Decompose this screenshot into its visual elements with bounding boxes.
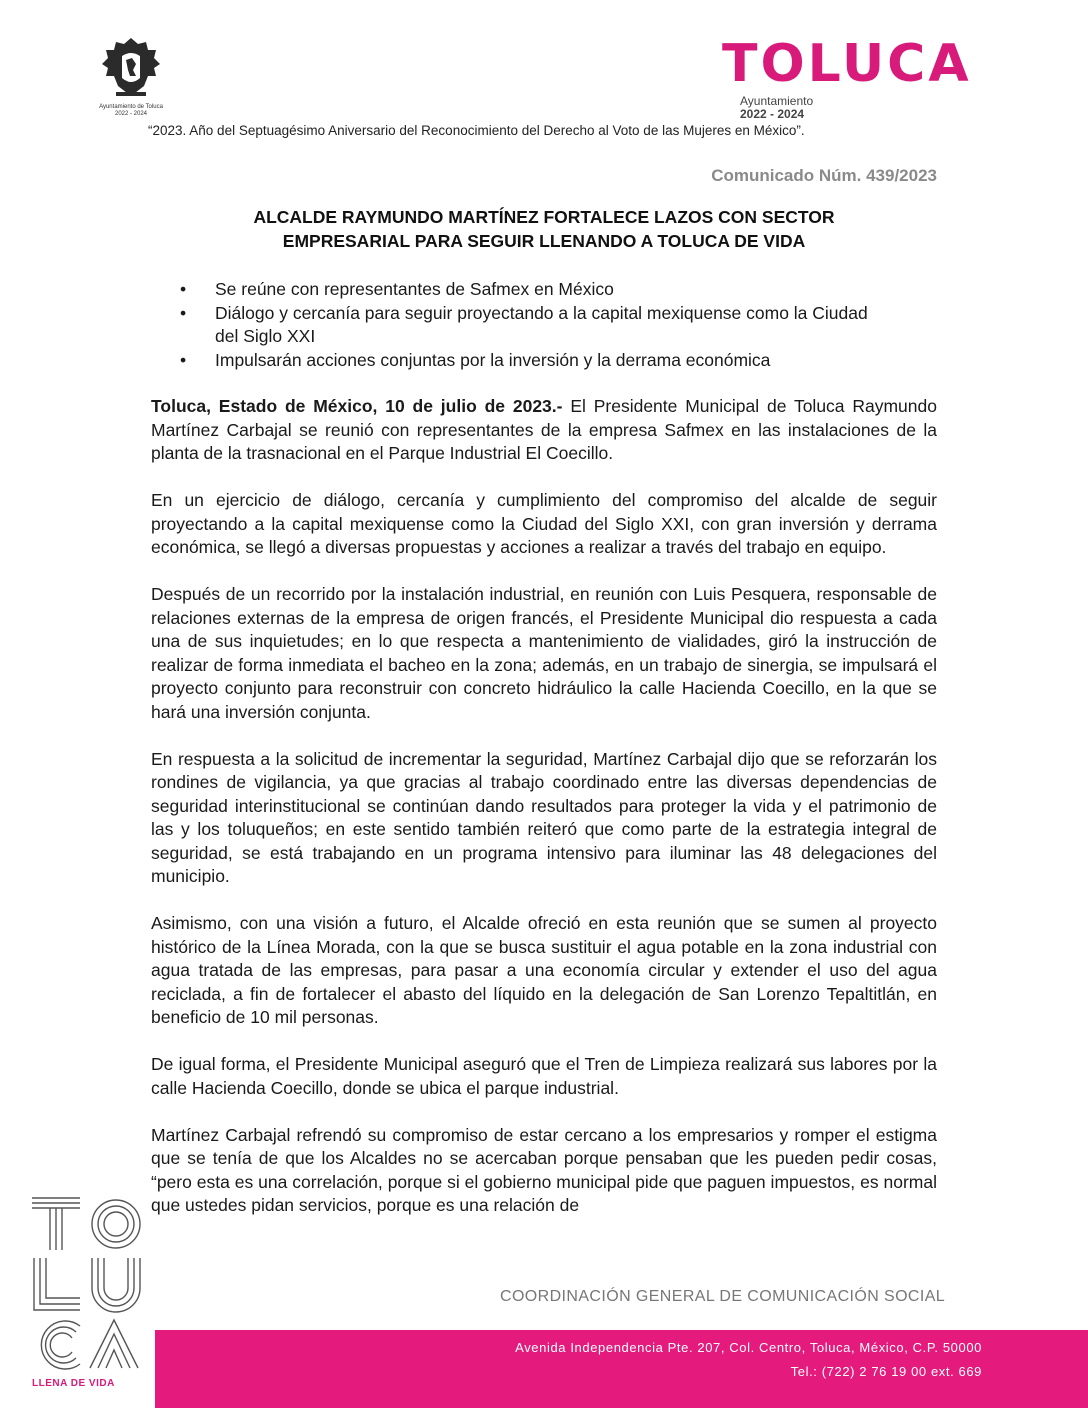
toluca-brand-logo: [722, 36, 984, 122]
side-logo-tagline: LLENA DE VIDA: [32, 1378, 115, 1389]
toluca-side-logo: [28, 1192, 146, 1392]
seal-years: 2022 - 2024: [114, 111, 148, 117]
press-release-number: Comunicado Núm. 439/2023: [711, 166, 937, 185]
brand-years: 2022 - 2024: [740, 107, 805, 121]
brand-subtitle: Ayuntamiento: [740, 94, 814, 108]
footer-address: Avenida Independencia Pte. 207, Col. Centro, Toluca, México, C.P. 50000: [515, 1340, 982, 1355]
toluca-outline-letters-icon: [28, 1192, 146, 1392]
paragraph-2: En un ejercicio de diálogo, cercanía y cumplimiento del compromiso del alcalde de seguir proyectando a la capital mexiquense como la Ciudad del Siglo XXI, con gran inversión y derrama económica, se llegó a diversas propuestas y acciones a realizar a través del trabajo en equipo.: [151, 490, 937, 557]
headline-line-1: ALCALDE RAYMUNDO MARTÍNEZ FORTALECE LAZOS CON SECTOR: [253, 207, 835, 227]
paragraph-6: De igual forma, el Presidente Municipal aseguró que el Tren de Limpieza realizará sus labores por la calle Hacienda Coecillo, donde se ubica el parque industrial.: [151, 1054, 937, 1098]
summary-bullets: [180, 278, 900, 372]
brand-wordmark: TOLUCA: [722, 34, 972, 94]
paragraph-4: En respuesta a la solicitud de incrementar la seguridad, Martínez Carbajal dijo que se reforzarán los rondines de vigilancia, ya que gracias al trabajo coordinado entre las diversas dependencias de seguridad interinstitucional se continúan dando resultados para proteger la vida y el patrimonio de las y los toluqueños; en este sentido también reiteró que como parte de la estrategia integral de seguridad, se está trabajando en un programa intensivo para iluminar las 48 delegaciones del municipio.: [151, 748, 937, 886]
bullet-item: • Se reúne con representantes de Safmex en México: [180, 278, 900, 302]
paragraph-1-text: El Presidente Municipal de Toluca Raymundo Martínez Carbajal se reunió con representantes de la empresa Safmex en las instalaciones de la planta de la trasnacional en el Parque Industrial El Coecillo.: [151, 396, 937, 463]
coordination-label: COORDINACIÓN GENERAL DE COMUNICACIÓN SOCIAL: [500, 1288, 946, 1305]
footer-phone: Tel.: (722) 2 76 19 00 ext. 669: [790, 1364, 982, 1379]
year-motto: “2023. Año del Septuagésimo Aniversario del Reconocimiento del Derecho al Voto de las Mujeres en México”.: [148, 123, 805, 138]
municipal-seal-logo: [86, 36, 176, 120]
paragraph-1: [151, 395, 937, 466]
article-body: [151, 395, 937, 1241]
bullet-item: • Impulsarán acciones conjuntas por la inversión y la derrama económica: [180, 349, 900, 373]
coat-of-arms-icon: [86, 36, 176, 102]
seal-caption: Ayuntamiento de Toluca: [99, 104, 163, 110]
headline-line-2: EMPRESARIAL PARA SEGUIR LLENANDO A TOLUCA DE VIDA: [282, 231, 806, 251]
headline: [150, 205, 938, 253]
paragraph-5: Asimismo, con una visión a futuro, el Alcalde ofreció en esta reunión que se sumen al proyecto histórico de la Línea Morada, con la que se busca sustituir el agua potable en la zona industrial con agua tratada de las empresas, para pasar a una economía circular y extender el uso del agua reciclada, a fin de fortalecer el abasto del líquido en la delegación de San Lorenzo Tepaltitlán, en beneficio de 10 mil personas.: [151, 913, 937, 1027]
paragraph-3: Después de un recorrido por la instalación industrial, en reunión con Luis Pesquera, responsable de relaciones externas de la empresa de origen francés, el Presidente Municipal dio respuesta a cada una de sus inquietudes; en lo que respecta a mantenimiento de vialidades, giró la instrucción de realizar de forma inmediata el bacheo en la zona; además, en un trabajo de sinergia, se impulsará el proyecto conjunto para reconstruir con concreto hidráulico la calle Hacienda Coecillo, en la que se hará una inversión conjunta.: [151, 584, 937, 722]
bullet-item: [180, 302, 900, 349]
dateline: Toluca, Estado de México, 10 de julio de 2023.-: [151, 396, 563, 416]
paragraph-7: Martínez Carbajal refrendó su compromiso de estar cercano a los empresarios y romper el estigma que se tenía de que los Alcaldes no se acercaban porque pensaban que les pueden pedir cosas, “pero esta es una correlación, porque si el gobierno municipal pide que paguen impuestos, es normal que ustedes pidan servicios, porque es una relación de: [151, 1124, 937, 1215]
bullet-text: Diálogo y cercanía para seguir proyectando a la capital mexiquense como la Ciudad del Siglo XXI: [215, 302, 868, 346]
